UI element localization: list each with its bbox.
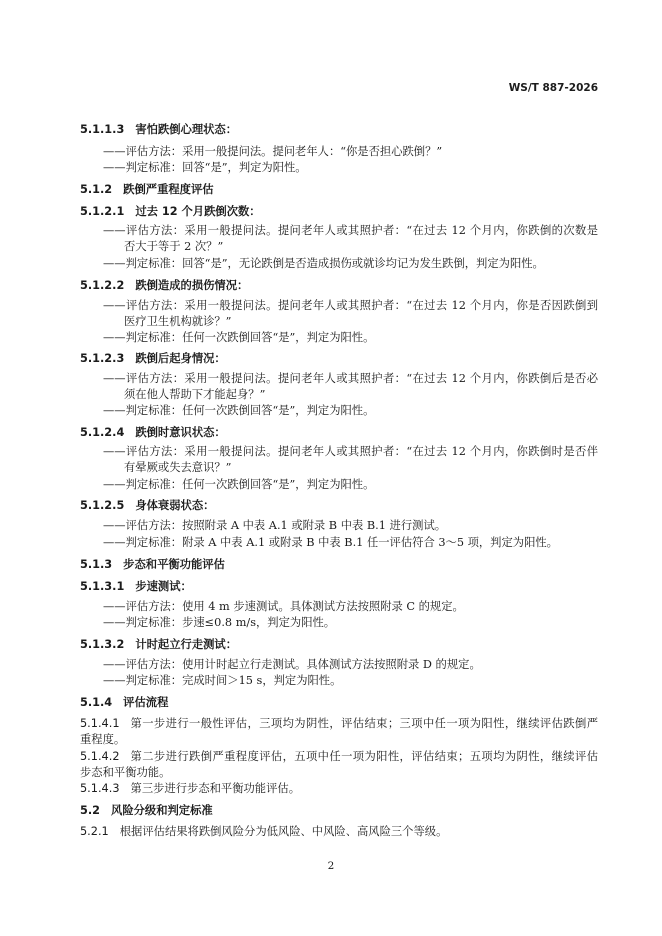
text-line: 第一步进行一般性评估，三项均为阴性，评估结束；三项中任一项为阳性，继续评估跌倒严	[130, 717, 598, 730]
text-line: ——判定标准：回答“是”，无论跌倒是否造成损伤或就诊均记为发生跌倒，判定为阳性。	[103, 257, 544, 270]
section-title: 跌倒严重程度评估	[123, 183, 214, 196]
text-line: ——判定标准：步速≤0.8 m/s，判定为阳性。	[103, 616, 336, 629]
text-line: 根据评估结果将跌倒风险分为低风险、中风险、高风险三个等级。	[119, 825, 448, 838]
section-number: 5.1.2.4	[80, 426, 125, 439]
list-item	[103, 599, 598, 615]
text-line: ——判定标准：附录 A 中表 A.1 或附录 B 中表 B.1 任一评估符合 3～5 项，判定为阳性。	[103, 536, 558, 549]
text-line: 重程度。	[80, 733, 126, 746]
text-line: ——判定标准：回答“是”，判定为阳性。	[103, 161, 307, 174]
text-line: ——评估方法：采用一般提问法。提问老年人或其照护者：“在过去 12 个月内，你是否因跌倒到	[103, 299, 598, 312]
section-number: 5.1.2.2	[80, 279, 125, 292]
section-heading	[80, 803, 598, 819]
section-title: 评估流程	[123, 696, 169, 709]
list-item	[103, 403, 598, 419]
section-number: 5.1.3.1	[80, 580, 125, 593]
text-line: 须在他人帮助下才能起身？”	[124, 388, 266, 401]
section-heading	[80, 695, 598, 711]
section-heading	[80, 557, 598, 573]
text-line: 第三步进行步态和平衡功能评估。	[130, 782, 300, 795]
section-heading	[80, 122, 598, 138]
numbered-paragraph	[80, 749, 598, 781]
paragraph-first-line	[80, 824, 598, 840]
section-heading	[80, 637, 598, 653]
text-line: ——评估方法：采用一般提问法。提问老年人或其照护者：“在过去 12 个月内，你跌倒的次数是	[103, 224, 598, 237]
list-item	[103, 615, 598, 631]
text-line: ——评估方法：使用 4 m 步速测试。具体测试方法按照附录 C 的规定。	[103, 600, 464, 613]
list-item	[103, 518, 598, 534]
text-line: ——评估方法：按照附录 A 中表 A.1 或附录 B 中表 B.1 进行测试。	[103, 519, 447, 532]
section-title: 害怕跌倒心理状态：	[135, 123, 238, 136]
list-item	[103, 477, 598, 493]
text-line: ——判定标准：完成时间＞15 s，判定为阳性。	[103, 674, 342, 687]
list-item	[103, 657, 598, 673]
text-line: ——评估方法：采用一般提问法。提问老年人：“你是否担心跌倒？”	[103, 145, 443, 158]
section-number: 5.1.2	[80, 183, 113, 196]
section-title: 过去 12 个月跌倒次数：	[135, 205, 261, 218]
text-line: ——判定标准：任何一次跌倒回答“是”，判定为阳性。	[103, 404, 375, 417]
text-line: 医疗卫生机构就诊？”	[124, 315, 232, 328]
section-heading	[80, 425, 598, 441]
text-line: 否大于等于 2 次？”	[124, 240, 224, 253]
numbered-paragraph	[80, 824, 598, 840]
text-line: ——评估方法：使用计时起立行走测试。具体测试方法按照附录 D 的规定。	[103, 658, 481, 671]
section-number: 5.1.3.2	[80, 638, 125, 651]
text-line: 有晕厥或失去意识？”	[124, 461, 232, 474]
section-heading	[80, 204, 598, 220]
document-code: WS/T 887-2026	[508, 82, 598, 94]
section-title: 步态和平衡功能评估	[123, 558, 225, 571]
section-title: 跌倒后起身情况：	[135, 352, 226, 365]
section-heading	[80, 351, 598, 367]
text-line: 第二步进行跌倒严重程度评估，五项中任一项为阳性，评估结束；五项均为阴性，继续评估	[130, 750, 598, 763]
text-line: ——判定标准：任何一次跌倒回答“是”，判定为阳性。	[103, 478, 375, 491]
section-number: 5.1.4	[80, 696, 113, 709]
section-title: 身体衰弱状态：	[135, 499, 215, 512]
section-heading	[80, 498, 598, 514]
numbered-paragraph	[80, 716, 598, 748]
list-item	[103, 144, 598, 160]
paragraph-first-line	[80, 716, 598, 732]
list-item	[103, 444, 598, 476]
section-title: 跌倒时意识状态：	[135, 426, 226, 439]
section-title: 风险分级和判定标准	[111, 804, 213, 817]
paragraph-number: 5.1.4.2	[80, 750, 120, 763]
paragraph-first-line	[80, 749, 598, 765]
page-number: 2	[327, 860, 335, 872]
section-number: 5.1.2.1	[80, 205, 125, 218]
section-title: 计时起立行走测试：	[135, 638, 238, 651]
list-item	[103, 223, 598, 255]
text-line: 步态和平衡功能。	[80, 766, 171, 779]
section-heading	[80, 182, 598, 198]
list-item	[103, 330, 598, 346]
text-line: ——评估方法：采用一般提问法。提问老年人或其照护者：“在过去 12 个月内，你跌倒后是否必	[103, 372, 598, 385]
text-line: ——判定标准：任何一次跌倒回答“是”，判定为阳性。	[103, 331, 375, 344]
section-number: 5.1.1.3	[80, 123, 125, 136]
list-item	[103, 535, 598, 551]
section-number: 5.1.2.3	[80, 352, 125, 365]
list-item	[103, 371, 598, 403]
paragraph-number: 5.1.4.1	[80, 717, 120, 730]
section-title: 步速测试：	[135, 580, 192, 593]
text-line: ——评估方法：采用一般提问法。提问老年人或其照护者：“在过去 12 个月内，你跌倒时是否伴	[103, 445, 598, 458]
section-heading	[80, 579, 598, 595]
section-number: 5.1.3	[80, 558, 113, 571]
numbered-paragraph	[80, 781, 598, 797]
list-item	[103, 160, 598, 176]
paragraph-first-line	[80, 781, 598, 797]
list-item	[103, 298, 598, 330]
section-heading	[80, 278, 598, 294]
list-item	[103, 673, 598, 689]
section-number: 5.2	[80, 804, 101, 817]
section-title: 跌倒造成的损伤情况：	[135, 279, 249, 292]
list-item	[103, 256, 598, 272]
paragraph-number: 5.2.1	[80, 825, 109, 838]
paragraph-number: 5.1.4.3	[80, 782, 120, 795]
section-number: 5.1.2.5	[80, 499, 125, 512]
